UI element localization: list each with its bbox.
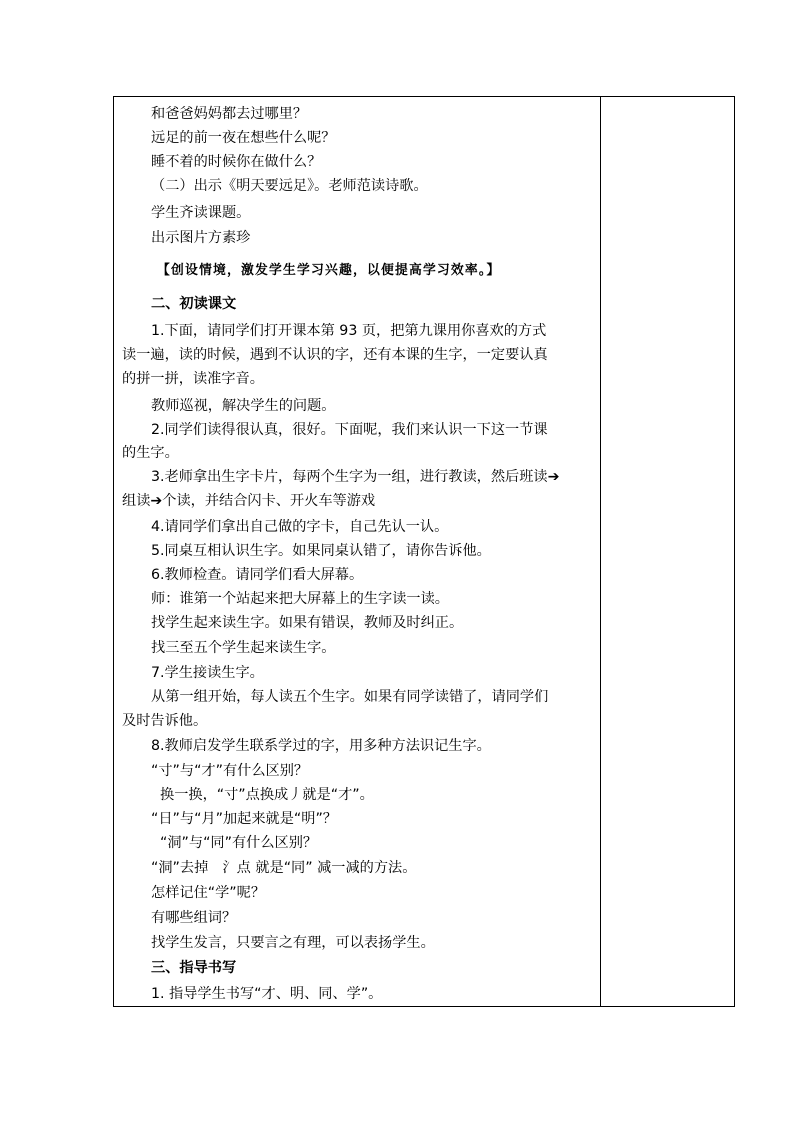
text-line: 7.学生接读生字。 [151, 665, 264, 681]
text-line: 及时告诉他。 [122, 713, 208, 729]
text-line: 8.教师启发学生联系学过的字，用多种方法识记生字。 [151, 738, 491, 754]
text-line: 远足的前一夜在想些什么呢？ [151, 130, 336, 146]
text-line: 睡不着的时候你在做什么？ [151, 154, 322, 170]
text-line: 6.教师检查。请同学们看大屏幕。 [151, 567, 364, 583]
text-line: 师：谁第一个站起来把大屏幕上的生字读一读。 [151, 591, 449, 607]
teaching-note: 【创设情境，激发学生学习兴趣，以便提高学习效率。】 [157, 263, 501, 278]
text-line: “洞”与“同”有什么区别？ [160, 835, 318, 851]
text-line: 换一换，“寸”点换成丿就是“才”。 [160, 787, 374, 803]
text-line: 2.同学们读得很认真，很好。下面呢，我们来认识一下这一节课 [151, 422, 548, 438]
section-heading: 三、指导书写 [151, 960, 237, 976]
text-line: 找三至五个学生起来读生字。 [151, 640, 336, 656]
text-line: 的生字。 [122, 445, 179, 461]
text-line: 教师巡视，解决学生的问题。 [151, 398, 336, 414]
text-line: 怎样记住“学”呢？ [151, 885, 266, 901]
section-heading: 二、初读课文 [151, 296, 237, 312]
text-line: “寸”与“才”有什么区别？ [151, 763, 309, 779]
text-line: 学生齐读课题。 [151, 205, 251, 221]
text-line: 1.下面，请同学们打开课本第 93 页，把第九课用你喜欢的方式 [151, 323, 547, 339]
text-line: 找学生起来读生字。如果有错误，教师及时纠正。 [151, 615, 464, 631]
text-line: 5.同桌互相认识生字。如果同桌认错了，请你告诉他。 [151, 543, 491, 559]
lesson-plan-table [113, 96, 735, 1007]
text-line: 从第一组开始，每人读五个生字。如果有同学读错了，请同学们 [151, 689, 549, 705]
text-line: 出示图片方素珍 [151, 230, 251, 246]
text-line: “日”与“月”加起来就是“明”？ [151, 811, 337, 827]
text-line: “洞”去掉 氵点 就是“同” 减一减的方法。 [151, 860, 417, 876]
text-line: 有哪些组词？ [151, 910, 237, 926]
text-line: 1. 指导学生书写“才、明、同、学”。 [151, 986, 383, 1002]
text-line: 读一遍，读的时候，遇到不认识的字，还有本课的生字，一定要认真 [122, 347, 548, 363]
text-line: 4.请同学们拿出自己做的字卡，自己先认一认。 [151, 519, 449, 535]
column-divider [600, 97, 601, 1006]
text-line: （二）出示《明天要远足》。老师范读诗歌。 [151, 178, 428, 194]
text-line: 找学生发言，只要言之有理，可以表扬学生。 [151, 935, 435, 951]
text-line: 和爸爸妈妈都去过哪里？ [151, 106, 308, 122]
text-line: 的拼一拼，读准字音。 [122, 371, 264, 387]
text-line: 组读➔个读，并结合闪卡、开火车等游戏 [122, 493, 376, 509]
content-cell [114, 97, 600, 1006]
text-line: 3.老师拿出生字卡片，每两个生字为一组，进行教读，然后班读➔ [151, 469, 560, 485]
